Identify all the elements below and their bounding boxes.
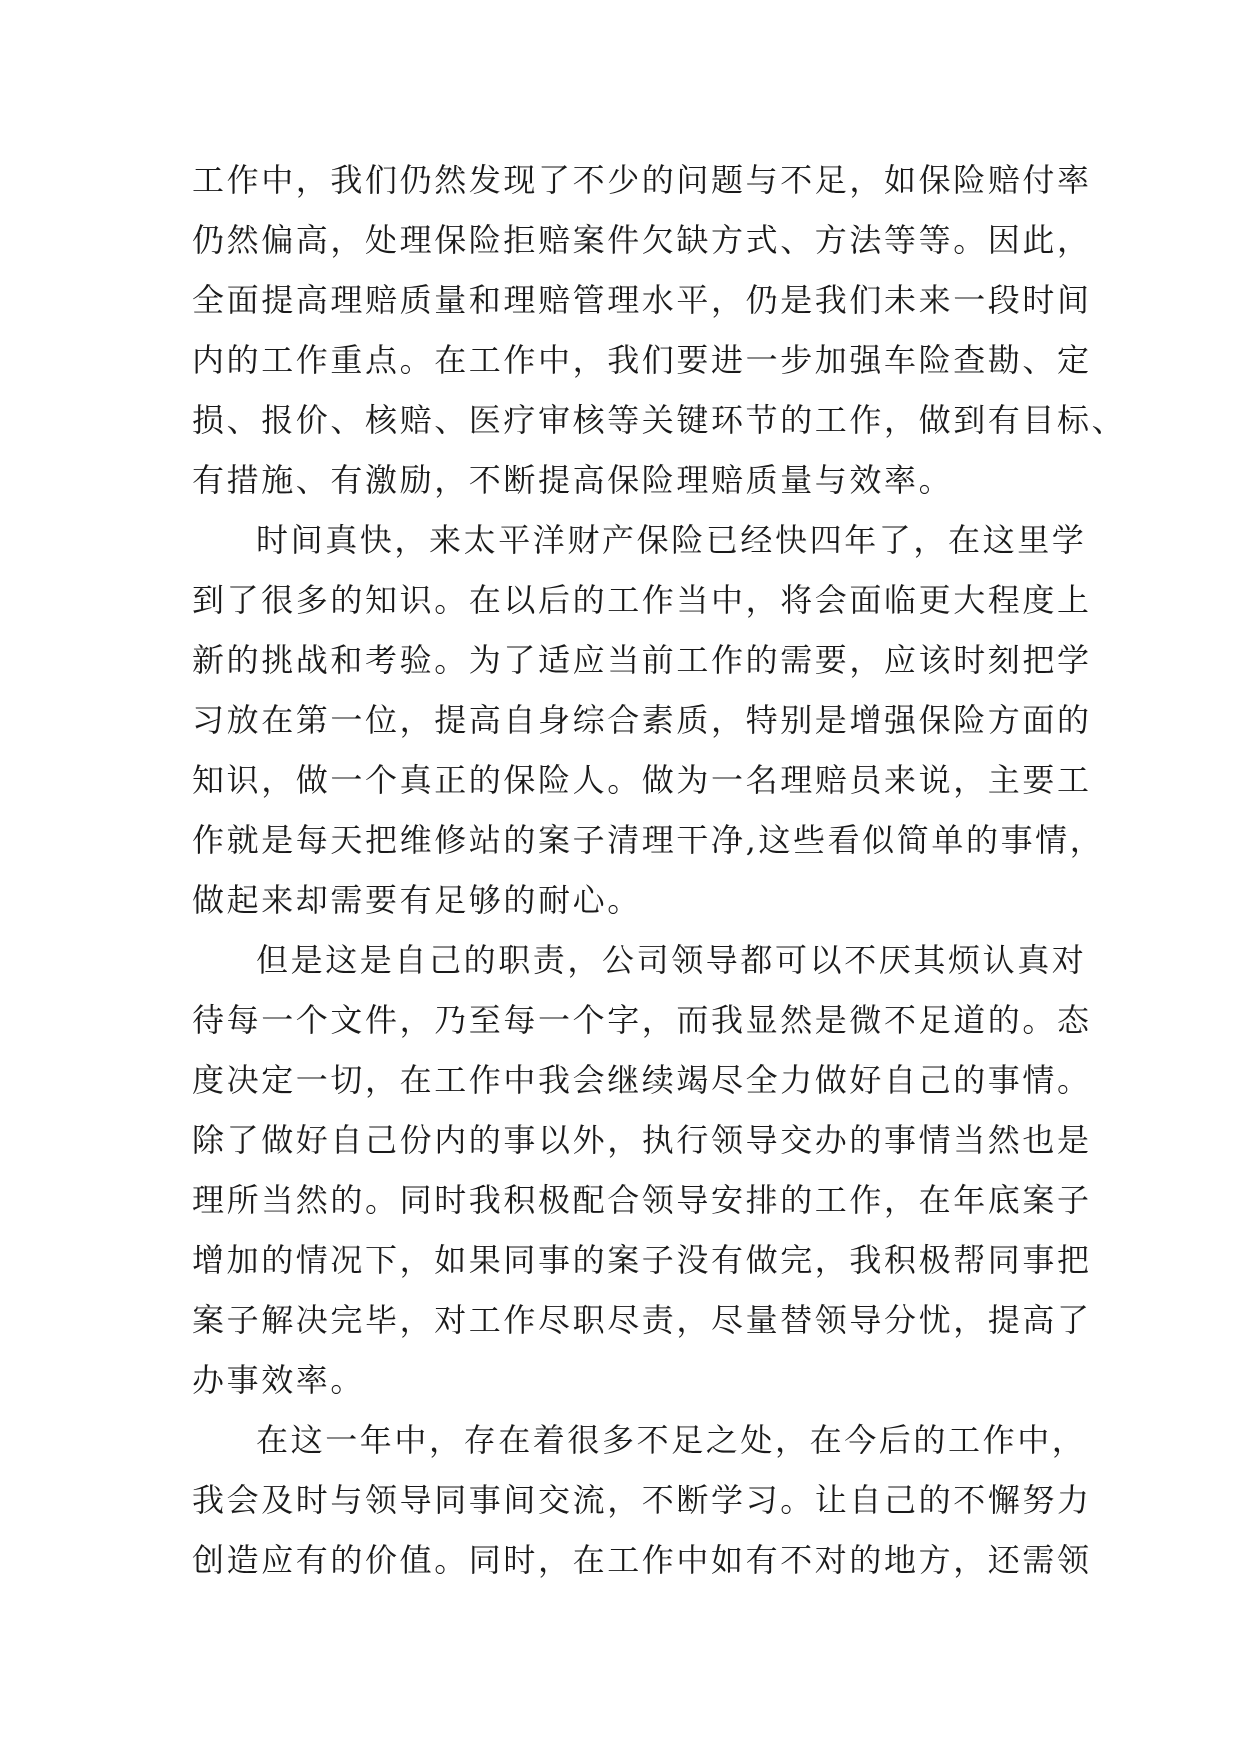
text-line: 有措施、有激励，不断提高保险理赔质量与效率。 [192, 461, 954, 499]
text-line: 待每一个文件，乃至每一个字，而我显然是微不足道的。态 [192, 1001, 1092, 1039]
text-line: 知识，做一个真正的保险人。做为一名理赔员来说，主要工 [192, 761, 1092, 799]
text-line: 全面提高理赔质量和理赔管理水平，仍是我们未来一段时间 [192, 281, 1092, 319]
paragraph-start-line: 但是这是自己的职责，公司领导都可以不厌其烦认真对 [256, 941, 1087, 979]
text-line: 损、报价、核赔、医疗审核等关键环节的工作，做到有目标、 [192, 401, 1127, 439]
text-line: 度决定一切，在工作中我会继续竭尽全力做好自己的事情。 [192, 1061, 1092, 1099]
paragraph-start-line: 在这一年中，存在着很多不足之处，在今后的工作中， [256, 1421, 1087, 1459]
text-line: 办事效率。 [192, 1361, 366, 1399]
text-line: 到了很多的知识。在以后的工作当中，将会面临更大程度上 [192, 581, 1092, 619]
text-line: 仍然偏高，处理保险拒赔案件欠缺方式、方法等等。因此， [192, 221, 1092, 259]
text-line: 增加的情况下，如果同事的案子没有做完，我积极帮同事把 [192, 1241, 1092, 1279]
text-line: 创造应有的价值。同时，在工作中如有不对的地方，还需领 [192, 1541, 1092, 1579]
text-line: 工作中，我们仍然发现了不少的问题与不足，如保险赔付率 [192, 161, 1092, 199]
text-line: 理所当然的。同时我积极配合领导安排的工作，在年底案子 [192, 1181, 1092, 1219]
text-line: 作就是每天把维修站的案子清理干净,这些看似简单的事情， [192, 821, 1105, 859]
body-text [192, 150, 1127, 1590]
text-line: 案子解决完毕，对工作尽职尽责，尽量替领导分忧，提高了 [192, 1301, 1092, 1339]
text-line: 除了做好自己份内的事以外，执行领导交办的事情当然也是 [192, 1121, 1092, 1159]
text-line: 我会及时与领导同事间交流，不断学习。让自己的不懈努力 [192, 1481, 1092, 1519]
text-line: 内的工作重点。在工作中，我们要进一步加强车险查勘、定 [192, 341, 1092, 379]
text-line: 习放在第一位，提高自身综合素质，特别是增强保险方面的 [192, 701, 1092, 739]
text-line: 做起来却需要有足够的耐心。 [192, 881, 642, 919]
text-line: 新的挑战和考验。为了适应当前工作的需要，应该时刻把学 [192, 641, 1092, 679]
paragraph-start-line: 时间真快，来太平洋财产保险已经快四年了，在这里学 [256, 521, 1087, 559]
